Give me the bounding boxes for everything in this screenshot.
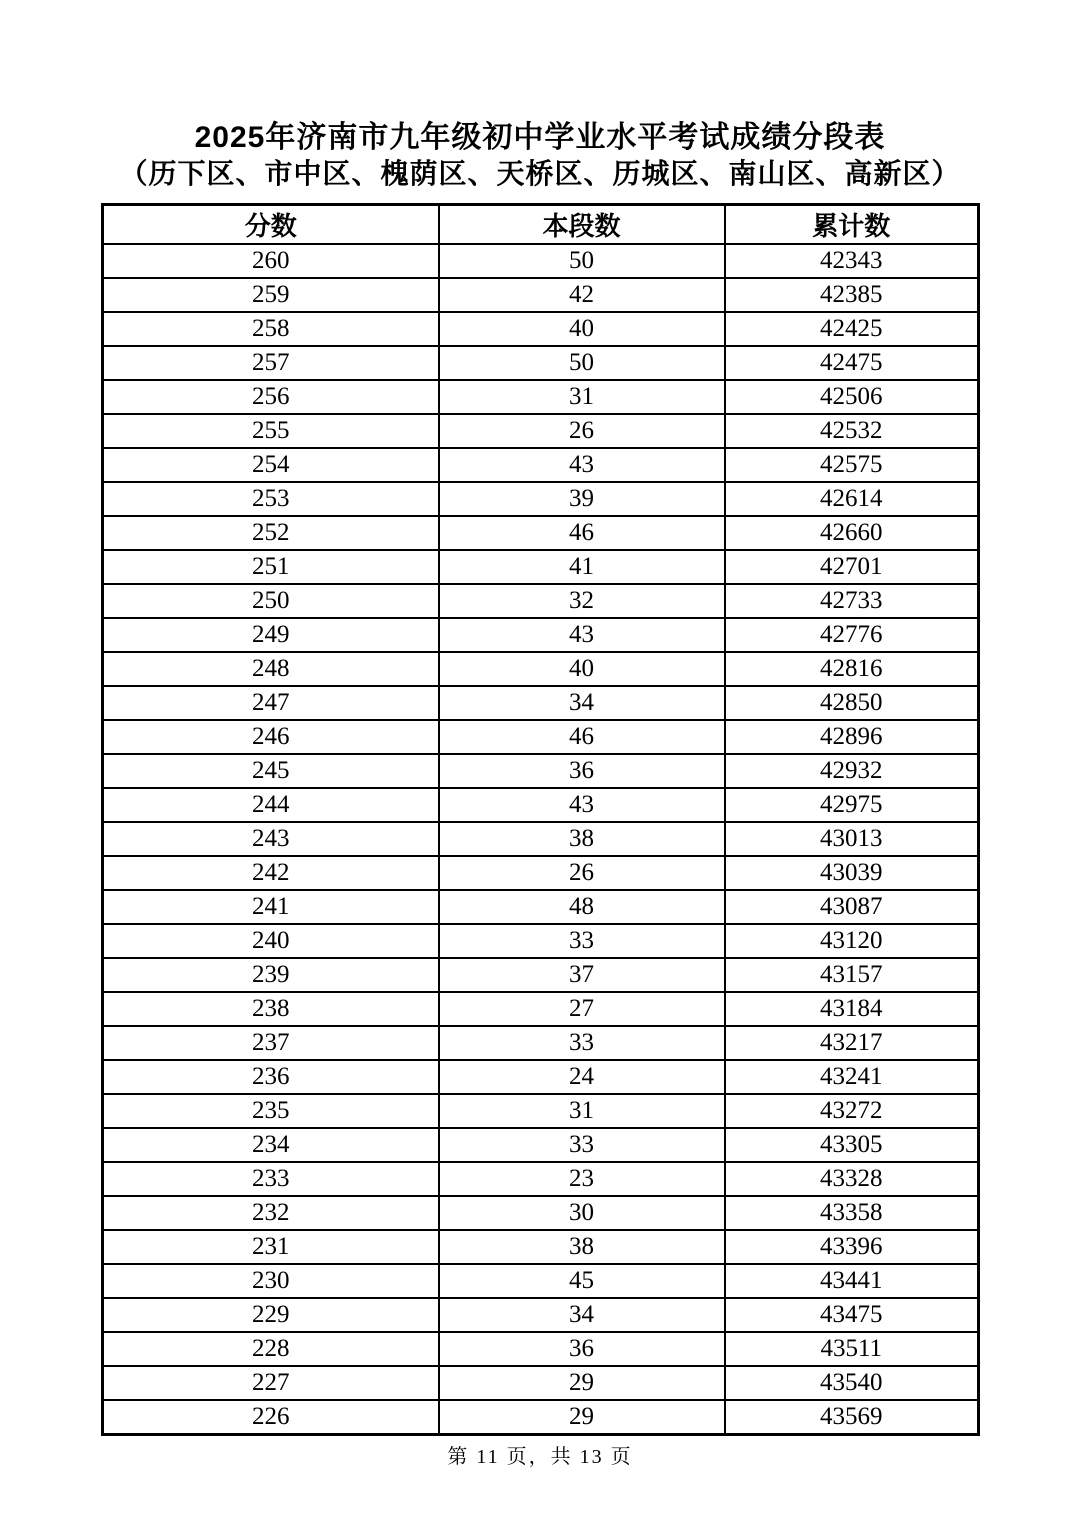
cumulative-count-cell: 43184 [725,992,979,1026]
table-row [103,1196,979,1230]
cumulative-count-cell: 42733 [725,584,979,618]
table-row [103,652,979,686]
table-row [103,482,979,516]
table-row [103,720,979,754]
score-cell: 244 [103,788,439,822]
header-cumulative-count: 累计数 [725,205,979,245]
score-cell: 239 [103,958,439,992]
segment-count-cell: 34 [439,1298,725,1332]
table-row [103,278,979,312]
cumulative-count-cell: 42776 [725,618,979,652]
cumulative-count-cell: 43157 [725,958,979,992]
score-cell: 246 [103,720,439,754]
table-row [103,550,979,584]
score-cell: 259 [103,278,439,312]
score-cell: 260 [103,244,439,278]
score-cell: 253 [103,482,439,516]
table-row [103,1026,979,1060]
cumulative-count-cell: 42932 [725,754,979,788]
table-body [103,244,979,1434]
segment-count-cell: 37 [439,958,725,992]
segment-count-cell: 33 [439,1128,725,1162]
score-cell: 256 [103,380,439,414]
score-cell: 252 [103,516,439,550]
cumulative-count-cell: 42475 [725,346,979,380]
score-cell: 251 [103,550,439,584]
table-row [103,1366,979,1400]
score-cell: 243 [103,822,439,856]
score-cell: 255 [103,414,439,448]
cumulative-count-cell: 42575 [725,448,979,482]
cumulative-count-cell: 42385 [725,278,979,312]
cumulative-count-cell: 43039 [725,856,979,890]
segment-count-cell: 50 [439,244,725,278]
segment-count-cell: 24 [439,1060,725,1094]
score-cell: 257 [103,346,439,380]
score-cell: 228 [103,1332,439,1366]
segment-count-cell: 30 [439,1196,725,1230]
table-row [103,686,979,720]
cumulative-count-cell: 43358 [725,1196,979,1230]
score-cell: 231 [103,1230,439,1264]
cumulative-count-cell: 42816 [725,652,979,686]
segment-count-cell: 50 [439,346,725,380]
score-cell: 230 [103,1264,439,1298]
score-cell: 227 [103,1366,439,1400]
segment-count-cell: 45 [439,1264,725,1298]
table-row [103,618,979,652]
score-cell: 235 [103,1094,439,1128]
cumulative-count-cell: 43241 [725,1060,979,1094]
segment-count-cell: 41 [439,550,725,584]
cumulative-count-cell: 43087 [725,890,979,924]
segment-count-cell: 38 [439,1230,725,1264]
score-cell: 234 [103,1128,439,1162]
segment-count-cell: 42 [439,278,725,312]
cumulative-count-cell: 42506 [725,380,979,414]
segment-count-cell: 34 [439,686,725,720]
segment-count-cell: 36 [439,754,725,788]
table-row [103,958,979,992]
segment-count-cell: 43 [439,618,725,652]
table-row [103,312,979,346]
segment-count-cell: 27 [439,992,725,1026]
table-row [103,1264,979,1298]
cumulative-count-cell: 42975 [725,788,979,822]
cumulative-count-cell: 43120 [725,924,979,958]
table-row [103,1060,979,1094]
table-row [103,788,979,822]
table-row [103,244,979,278]
segment-count-cell: 33 [439,1026,725,1060]
score-cell: 237 [103,1026,439,1060]
cumulative-count-cell: 43511 [725,1332,979,1366]
cumulative-count-cell: 43272 [725,1094,979,1128]
table-row [103,924,979,958]
segment-count-cell: 39 [439,482,725,516]
cumulative-count-cell: 42425 [725,312,979,346]
table-row [103,380,979,414]
table-row [103,1162,979,1196]
score-cell: 236 [103,1060,439,1094]
score-cell: 226 [103,1400,439,1434]
segment-count-cell: 26 [439,856,725,890]
segment-count-cell: 40 [439,312,725,346]
segment-count-cell: 38 [439,822,725,856]
score-cell: 242 [103,856,439,890]
table-row [103,1230,979,1264]
cumulative-count-cell: 43328 [725,1162,979,1196]
cumulative-count-cell: 43396 [725,1230,979,1264]
segment-count-cell: 32 [439,584,725,618]
table-row [103,822,979,856]
segment-count-cell: 36 [439,1332,725,1366]
score-cell: 240 [103,924,439,958]
cumulative-count-cell: 43305 [725,1128,979,1162]
score-cell: 241 [103,890,439,924]
table-row [103,1128,979,1162]
table-row [103,516,979,550]
segment-count-cell: 46 [439,720,725,754]
cumulative-count-cell: 42532 [725,414,979,448]
score-cell: 245 [103,754,439,788]
header-score: 分数 [103,205,439,245]
segment-count-cell: 26 [439,414,725,448]
table-row [103,1094,979,1128]
segment-count-cell: 29 [439,1366,725,1400]
cumulative-count-cell: 43569 [725,1400,979,1434]
cumulative-count-cell: 43013 [725,822,979,856]
score-cell: 247 [103,686,439,720]
segment-count-cell: 43 [439,788,725,822]
score-cell: 250 [103,584,439,618]
cumulative-count-cell: 42701 [725,550,979,584]
table-row [103,754,979,788]
page-number-footer: 第 11 页，共 13 页 [447,1446,633,1468]
table-row [103,1400,979,1434]
score-cell: 248 [103,652,439,686]
cumulative-count-cell: 43217 [725,1026,979,1060]
segment-count-cell: 46 [439,516,725,550]
cumulative-count-cell: 43441 [725,1264,979,1298]
table-row [103,448,979,482]
cumulative-count-cell: 43540 [725,1366,979,1400]
score-cell: 249 [103,618,439,652]
table-row [103,856,979,890]
table-row [103,1298,979,1332]
cumulative-count-cell: 42343 [725,244,979,278]
table-row [103,992,979,1026]
score-cell: 233 [103,1162,439,1196]
score-cell: 232 [103,1196,439,1230]
segment-count-cell: 33 [439,924,725,958]
segment-count-cell: 48 [439,890,725,924]
cumulative-count-cell: 42896 [725,720,979,754]
cumulative-count-cell: 42614 [725,482,979,516]
score-cell: 238 [103,992,439,1026]
segment-count-cell: 31 [439,380,725,414]
segment-count-cell: 23 [439,1162,725,1196]
score-cell: 254 [103,448,439,482]
header-segment-count: 本段数 [439,205,725,245]
table-row [103,890,979,924]
page-subtitle: （历下区、市中区、槐荫区、天桥区、历城区、南山区、高新区） [119,158,961,189]
table-row [103,1332,979,1366]
table-row [103,346,979,380]
table-row [103,584,979,618]
segment-count-cell: 29 [439,1400,725,1434]
segment-count-cell: 40 [439,652,725,686]
table-header-row [103,205,979,245]
score-distribution-table [101,203,980,1436]
page-title: 2025年济南市九年级初中学业水平考试成绩分段表 [194,121,886,154]
table-row [103,414,979,448]
score-cell: 229 [103,1298,439,1332]
cumulative-count-cell: 43475 [725,1298,979,1332]
segment-count-cell: 43 [439,448,725,482]
segment-count-cell: 31 [439,1094,725,1128]
cumulative-count-cell: 42850 [725,686,979,720]
cumulative-count-cell: 42660 [725,516,979,550]
score-cell: 258 [103,312,439,346]
